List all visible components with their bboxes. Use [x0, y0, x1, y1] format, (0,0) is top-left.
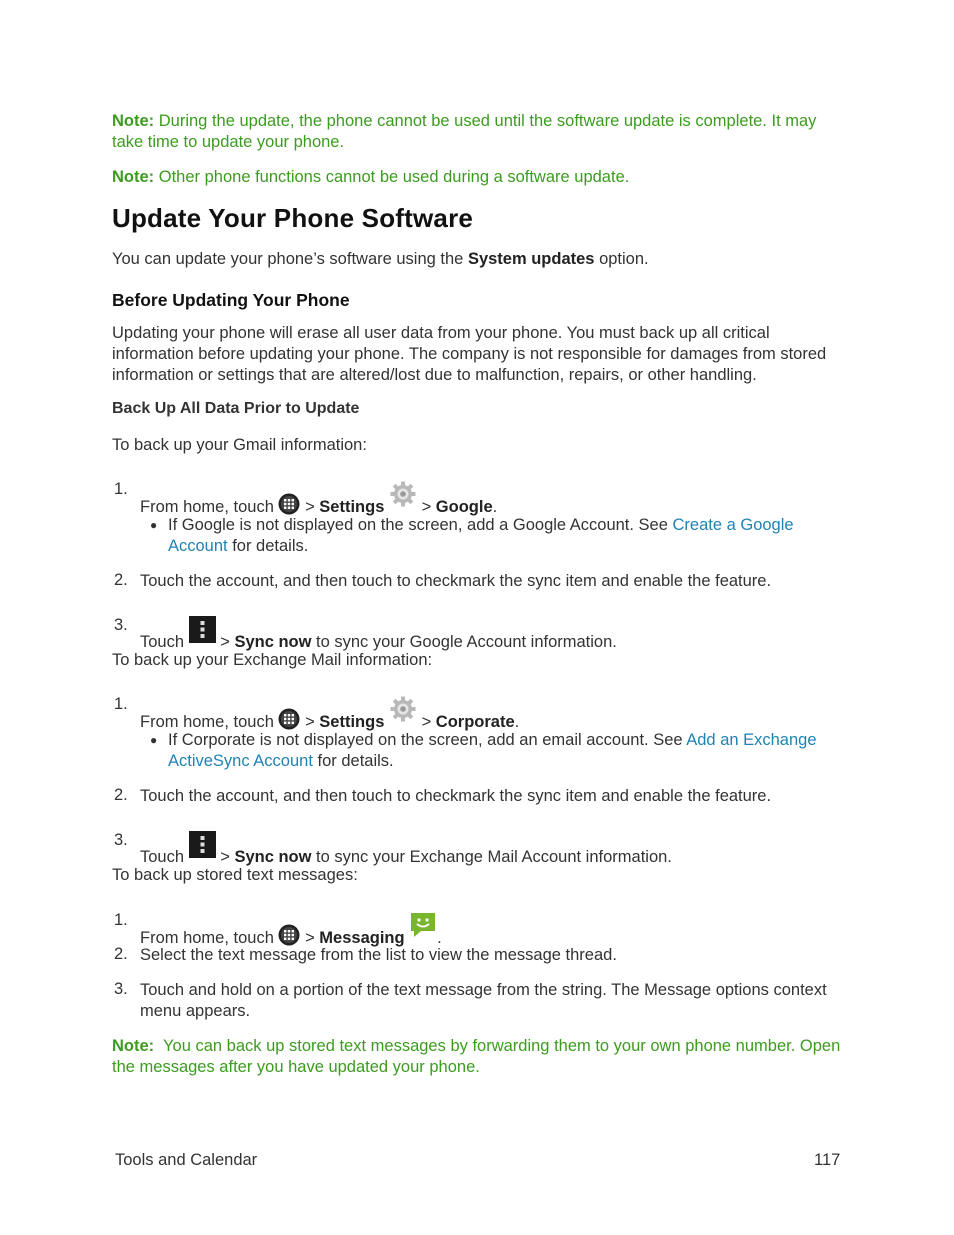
texts-intro: To back up stored text messages: — [112, 866, 358, 884]
footer-section: Tools and Calendar — [115, 1151, 258, 1169]
create-google-account-link-cont[interactable]: Account — [168, 537, 228, 555]
settings-gear-icon — [389, 480, 417, 514]
warning-line-1: Updating your phone will erase all user data from your phone. You must back up all critical — [112, 324, 770, 342]
texts-step-1: From home, touch > Messaging . — [140, 911, 442, 952]
step-number: 1. — [114, 480, 128, 498]
page-title: Update Your Phone Software — [112, 203, 474, 233]
texts-step-2: Select the text message from the list to view the message thread. — [140, 946, 617, 964]
gmail-step-1: From home, touch > Settings > Google. — [140, 480, 497, 521]
warning-line-2: information before updating your phone. The company is not responsible for damages from stored — [112, 345, 827, 363]
exchange-step-1: From home, touch > Settings > Corporate. — [140, 695, 519, 736]
exchange-bullet-line-2: ActiveSync Account for details. — [168, 752, 394, 770]
step-number: 3. — [114, 616, 128, 634]
bullet-dot: ● — [150, 733, 158, 747]
warning-line-3: information or settings that are altered/lost due to malfunction, repairs, or other handling. — [112, 366, 757, 384]
menu-icon — [189, 616, 216, 649]
step-number: 2. — [114, 571, 128, 589]
menu-icon — [189, 831, 216, 864]
gmail-step-2: Touch the account, and then touch to checkmark the sync item and enable the feature. — [140, 572, 772, 590]
section-heading: Before Updating Your Phone — [112, 290, 350, 310]
create-google-account-link[interactable]: Create a Google — [672, 516, 794, 534]
exchange-step-3: Touch > Sync now to sync your Exchange Mail Account information. — [140, 831, 672, 868]
page-number: 117 — [814, 1151, 841, 1169]
step-number: 3. — [114, 831, 128, 849]
note-forward-messages: Note: You can back up stored text messages by forwarding them to your own phone number. Open — [112, 1037, 841, 1055]
gmail-step-3: Touch > Sync now to sync your Google Account information. — [140, 616, 617, 653]
messaging-icon — [409, 911, 437, 945]
note-update-in-progress: Note: During the update, the phone cannot be used until the software update is complete. It may — [112, 112, 817, 130]
exchange-bullet-line-1: If Corporate is not displayed on the screen, add an email account. See Add an Exchange — [168, 731, 817, 749]
step-number: 3. — [114, 980, 128, 998]
step-number: 1. — [114, 911, 128, 929]
step-number: 2. — [114, 945, 128, 963]
note-update-in-progress-cont: take time to update your phone. — [112, 133, 345, 151]
settings-gear-icon — [389, 695, 417, 729]
step-number: 1. — [114, 695, 128, 713]
subsection-heading: Back Up All Data Prior to Update — [112, 400, 360, 417]
texts-step-3-line-2: menu appears. — [140, 1002, 251, 1020]
note-forward-messages-cont: the messages after you have updated your phone. — [112, 1058, 480, 1076]
exchange-step-2: Touch the account, and then touch to checkmark the sync item and enable the feature. — [140, 787, 772, 805]
step-number: 2. — [114, 786, 128, 804]
note-functions-unavailable: Note: Other phone functions cannot be used during a software update. — [112, 168, 630, 186]
add-exchange-account-link-cont[interactable]: ActiveSync Account — [168, 752, 313, 770]
add-exchange-account-link[interactable]: Add an Exchange — [686, 731, 817, 749]
gmail-bullet-line-1: If Google is not displayed on the screen, add a Google Account. See Create a Google — [168, 516, 794, 534]
intro-paragraph: You can update your phone’s software using the System updates option. — [112, 250, 649, 268]
exchange-intro: To back up your Exchange Mail information: — [112, 651, 433, 669]
gmail-intro: To back up your Gmail information: — [112, 436, 367, 454]
gmail-bullet-line-2: Account for details. — [168, 537, 309, 555]
bullet-dot: ● — [150, 518, 158, 532]
texts-step-3-line-1: Touch and hold on a portion of the text message from the string. The Message options context — [140, 981, 827, 999]
